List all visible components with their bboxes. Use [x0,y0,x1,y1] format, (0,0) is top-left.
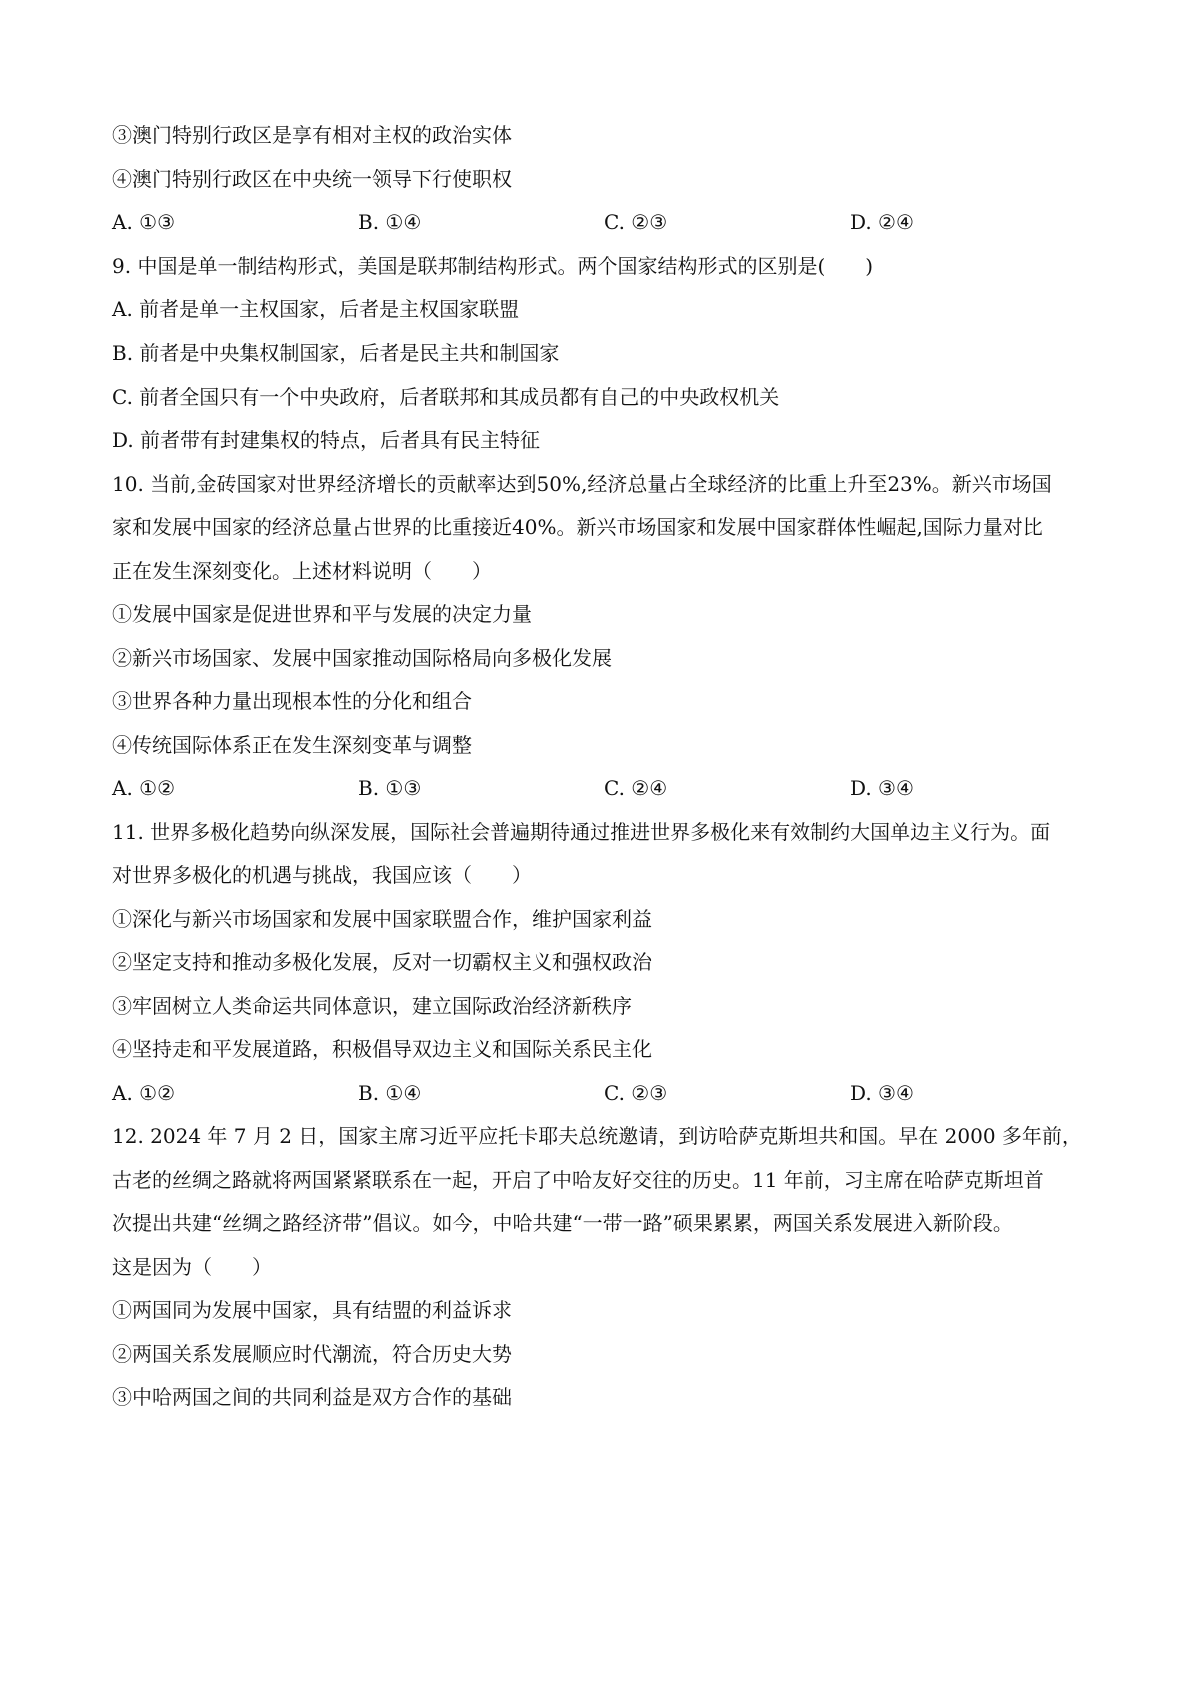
q10-option-a: A. ①② [112,776,176,800]
q10-option-d: D. ③④ [850,776,914,800]
q12-stem-line-3: 次提出共建“丝绸之路经济带”倡议。如今，中哈共建“一带一路”硕果累累，两国关系发展进入新阶段。 [112,1211,1013,1235]
q12-stem-line-4: 这是因为（ ） [112,1255,272,1279]
q11-option-a: A. ①② [112,1081,176,1105]
q10-stem-line-1: 10. 当前,金砖国家对世界经济增长的贡献率达到50%,经济总量占全球经济的比重上升至23%。新兴市场国 [112,472,1052,496]
q8-option-b: B. ①④ [358,210,422,234]
q11-stem-line-2: 对世界多极化的机遇与挑战，我国应该（ ） [112,863,532,887]
q10-item-4: ④传统国际体系正在发生深刻变革与调整 [112,733,472,757]
q12-item-1: ①两国同为发展中国家，具有结盟的利益诉求 [112,1298,512,1322]
q10-option-c: C. ②④ [604,776,668,800]
q11-option-b: B. ①④ [358,1081,422,1105]
q11-option-d: D. ③④ [850,1081,914,1105]
q8-option-d: D. ②④ [850,210,914,234]
q12-stem-line-1: 12. 2024 年 7 月 2 日，国家主席习近平应托卡耶夫总统邀请，到访哈萨克斯坦共和国。早在 2000 多年前， [112,1124,1082,1148]
q11-option-c: C. ②③ [604,1081,668,1105]
q9-option-c: C. 前者全国只有一个中央政府，后者联邦和其成员都有自己的中央政权机关 [112,385,780,409]
q12-item-2: ②两国关系发展顺应时代潮流，符合历史大势 [112,1342,512,1366]
q10-item-1: ①发展中国家是促进世界和平与发展的决定力量 [112,602,532,626]
q11-item-4: ④坚持走和平发展道路，积极倡导双边主义和国际关系民主化 [112,1037,652,1061]
q9-stem: 9. 中国是单一制结构形式，美国是联邦制结构形式。两个国家结构形式的区别是( ) [112,254,874,278]
q8-option-a: A. ①③ [112,210,176,234]
q11-stem-line-1: 11. 世界多极化趋势向纵深发展，国际社会普遍期待通过推进世界多极化来有效制约大国单边主义行为。面 [112,820,1051,844]
q12-stem-line-2: 古老的丝绸之路就将两国紧紧联系在一起，开启了中哈友好交往的历史。11 年前，习主席在哈萨克斯坦首 [112,1168,1044,1192]
q10-item-3: ③世界各种力量出现根本性的分化和组合 [112,689,472,713]
q10-option-b: B. ①③ [358,776,422,800]
q10-stem-line-3: 正在发生深刻变化。上述材料说明（ ） [112,559,492,583]
q8-item-3: ③澳门特别行政区是享有相对主权的政治实体 [112,123,512,147]
q11-item-2: ②坚定支持和推动多极化发展，反对一切霸权主义和强权政治 [112,950,652,974]
q11-item-3: ③牢固树立人类命运共同体意识，建立国际政治经济新秩序 [112,994,632,1018]
q12-item-3: ③中哈两国之间的共同利益是双方合作的基础 [112,1385,512,1409]
q9-option-b: B. 前者是中央集权制国家，后者是民主共和制国家 [112,341,560,365]
q8-option-c: C. ②③ [604,210,668,234]
q10-stem-line-2: 家和发展中国家的经济总量占世界的比重接近40%。新兴市场国家和发展中国家群体性崛起,国际力量对比 [112,515,1043,539]
q9-option-a: A. 前者是单一主权国家，后者是主权国家联盟 [112,297,520,321]
q11-item-1: ①深化与新兴市场国家和发展中国家联盟合作，维护国家利益 [112,907,652,931]
q9-option-d: D. 前者带有封建集权的特点，后者具有民主特征 [112,428,541,452]
q8-item-4: ④澳门特别行政区在中央统一领导下行使职权 [112,167,512,191]
q10-item-2: ②新兴市场国家、发展中国家推动国际格局向多极化发展 [112,646,612,670]
